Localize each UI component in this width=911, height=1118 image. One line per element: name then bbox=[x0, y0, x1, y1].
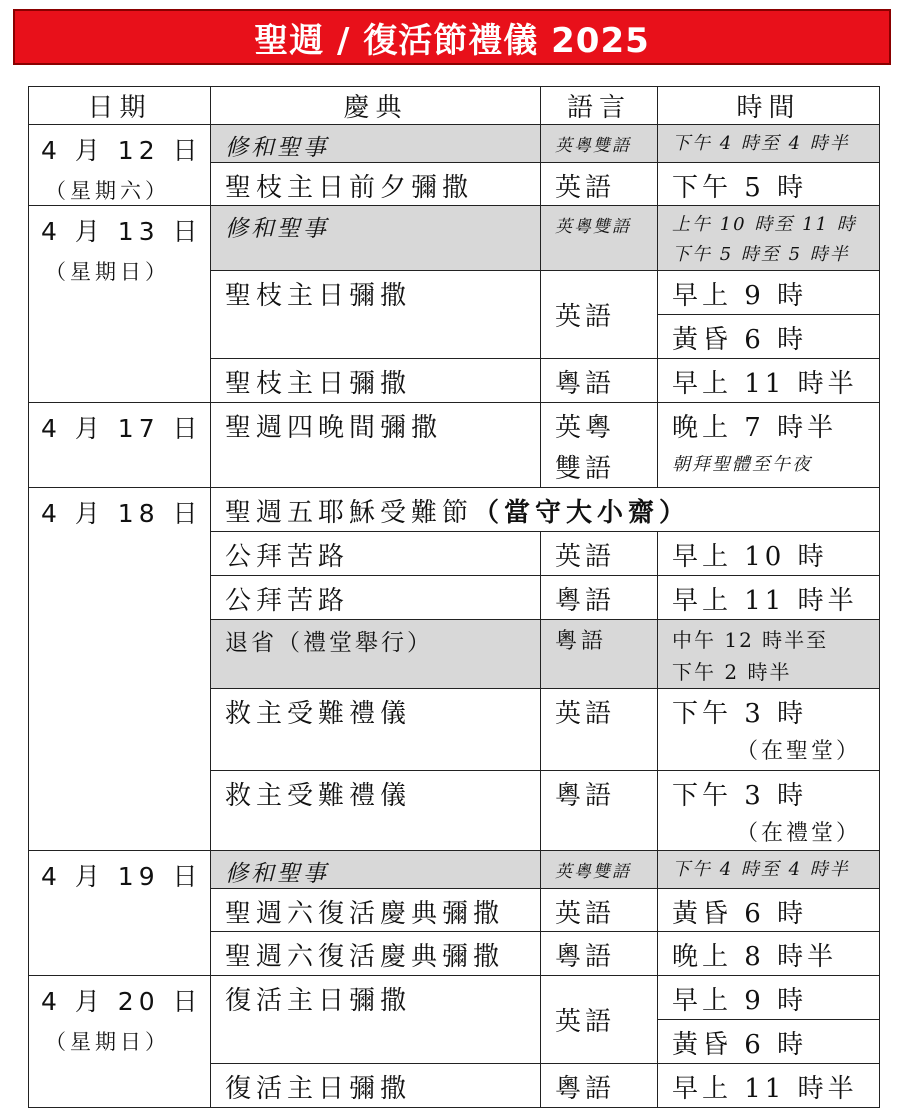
time-cell: 下午 3 時 （在聖堂） bbox=[658, 689, 880, 771]
event-cell: 修和聖事 bbox=[211, 206, 541, 271]
event-cell: 聖枝主日前夕彌撒 bbox=[211, 163, 541, 206]
language-cell: 英粵雙語 bbox=[541, 851, 658, 889]
table-row bbox=[29, 851, 880, 889]
time-cell: 下午 4 時至 4 時半 bbox=[658, 851, 880, 889]
location-note: （在聖堂） bbox=[735, 739, 861, 764]
event-cell: 聖枝主日彌撒 bbox=[211, 271, 541, 359]
language-cell: 英粵雙語 bbox=[541, 206, 658, 271]
table-row bbox=[29, 488, 880, 532]
weekday: （星期六） bbox=[45, 179, 170, 203]
time-cell: 早上 11 時半 bbox=[658, 359, 880, 403]
table-row bbox=[29, 403, 880, 488]
date-cell: 4 月 20 日 （星期日） bbox=[29, 976, 211, 1108]
header-time: 時間 bbox=[658, 87, 880, 125]
event-cell: 退省（禮堂舉行） bbox=[211, 620, 541, 689]
event-cell: 聖週四晚間彌撒 bbox=[211, 403, 541, 488]
time-cell: 黃昏 6 時 bbox=[658, 315, 880, 359]
header-language: 語言 bbox=[541, 87, 658, 125]
language-cell: 英語 bbox=[541, 163, 658, 206]
time-note: 朝拜聖體至午夜 bbox=[672, 454, 812, 475]
header-event: 慶典 bbox=[211, 87, 541, 125]
language-cell: 英語 bbox=[541, 889, 658, 932]
language-cell: 英粵雙語 bbox=[541, 125, 658, 163]
location-note: （在禮堂） bbox=[735, 821, 861, 846]
header-date: 日期 bbox=[29, 87, 211, 125]
language-cell: 英語 bbox=[541, 976, 658, 1064]
time-cell: 早上 11 時半 bbox=[658, 576, 880, 620]
language-cell: 粵語 bbox=[541, 1064, 658, 1108]
event-cell: 聖枝主日彌撒 bbox=[211, 359, 541, 403]
time-cell: 下午 4 時至 4 時半 bbox=[658, 125, 880, 163]
date-cell: 4 月 12 日 （星期六） bbox=[29, 125, 211, 206]
time-cell: 晚上 8 時半 bbox=[658, 932, 880, 976]
time-cell: 早上 11 時半 bbox=[658, 1064, 880, 1108]
table-header bbox=[29, 87, 880, 125]
event-cell: 聖週五耶穌受難節（當守大小齋） bbox=[211, 488, 880, 532]
table-row bbox=[29, 125, 880, 163]
time-cell: 中午 12 時半至 下午 2 時半 bbox=[658, 620, 880, 689]
language-cell: 英語 bbox=[541, 532, 658, 576]
language-cell: 粵語 bbox=[541, 932, 658, 976]
date-cell: 4 月 19 日 bbox=[29, 851, 211, 976]
event-cell: 救主受難禮儀 bbox=[211, 771, 541, 851]
language-cell: 粵語 bbox=[541, 576, 658, 620]
time-cell: 晚上 7 時半 朝拜聖體至午夜 bbox=[658, 403, 880, 488]
event-cell: 復活主日彌撒 bbox=[211, 1064, 541, 1108]
table-row bbox=[29, 976, 880, 1020]
event-cell: 修和聖事 bbox=[211, 851, 541, 889]
event-cell: 聖週六復活慶典彌撒 bbox=[211, 932, 541, 976]
fasting-note: （當守大小齋） bbox=[473, 498, 691, 528]
time-cell: 下午 3 時 （在禮堂） bbox=[658, 771, 880, 851]
time-cell: 黃昏 6 時 bbox=[658, 1020, 880, 1064]
date-cell: 4 月 18 日 bbox=[29, 488, 211, 851]
time-cell: 早上 10 時 bbox=[658, 532, 880, 576]
weekday: （星期日） bbox=[45, 1030, 170, 1054]
date-cell: 4 月 13 日 （星期日） bbox=[29, 206, 211, 403]
weekday: （星期日） bbox=[45, 260, 170, 284]
time-cell: 黃昏 6 時 bbox=[658, 889, 880, 932]
page-title: 聖週 / 復活節禮儀 2025 bbox=[13, 9, 891, 65]
event-cell: 救主受難禮儀 bbox=[211, 689, 541, 771]
language-cell: 粵語 bbox=[541, 771, 658, 851]
event-cell: 修和聖事 bbox=[211, 125, 541, 163]
language-cell: 粵語 bbox=[541, 359, 658, 403]
time-cell: 早上 9 時 bbox=[658, 271, 880, 315]
time-cell: 下午 5 時 bbox=[658, 163, 880, 206]
time-cell: 上午 10 時至 11 時 下午 5 時至 5 時半 bbox=[658, 206, 880, 271]
event-cell: 復活主日彌撒 bbox=[211, 976, 541, 1064]
language-cell: 英語 bbox=[541, 271, 658, 359]
language-cell: 英語 bbox=[541, 689, 658, 771]
time-cell: 早上 9 時 bbox=[658, 976, 880, 1020]
event-cell: 公拜苦路 bbox=[211, 532, 541, 576]
table-row bbox=[29, 206, 880, 271]
event-cell: 聖週六復活慶典彌撒 bbox=[211, 889, 541, 932]
event-cell: 公拜苦路 bbox=[211, 576, 541, 620]
schedule-table bbox=[28, 86, 880, 1108]
language-cell: 英粵 雙語 bbox=[541, 403, 658, 488]
date-cell: 4 月 17 日 bbox=[29, 403, 211, 488]
language-cell: 粵語 bbox=[541, 620, 658, 689]
